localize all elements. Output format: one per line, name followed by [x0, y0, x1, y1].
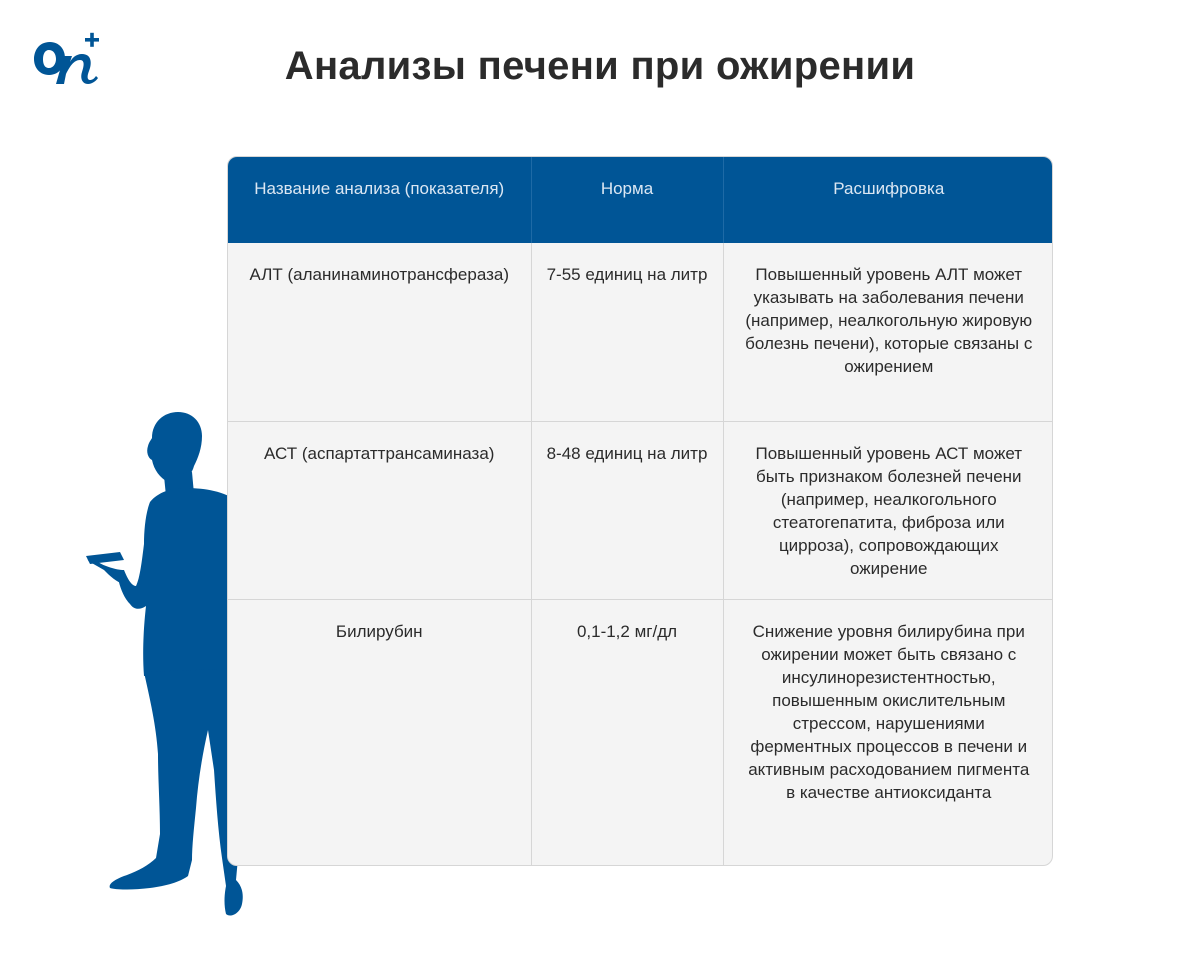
cell-norm: 8-48 единиц на литр	[531, 421, 723, 599]
cell-test-name: АЛТ (аланинаминотрансфераза)	[228, 243, 531, 421]
cell-norm: 7-55 единиц на литр	[531, 243, 723, 421]
page-title: Анализы печени при ожирении	[284, 44, 916, 88]
cell-interpretation: Снижение уровня билирубина при ожирении может быть связано с инсулинорезистентностью, повышенным окислительным стрессом, нарушениями ферментных процессов в печени и активным расходованием пигмента в качестве антиоксиданта	[748, 621, 1030, 802]
column-header-norm: Норма	[531, 157, 723, 243]
cell-interpretation: Повышенный уровень АСТ может быть признаком болезней печени (например, неалкогольного стеатогепатита, фиброза или цирроза), сопровождающих ожирение	[723, 421, 1053, 599]
column-header-name: Название анализа (показателя)	[228, 157, 531, 243]
table-row	[228, 599, 1053, 866]
cell-test-name: Билирубин	[228, 599, 531, 866]
cell-interpretation: Повышенный уровень АЛТ может указывать на заболевания печени (например, неалкогольную жировую болезнь печени), которые связаны с ожирением	[723, 243, 1053, 421]
column-header-interpretation: Расшифровка	[723, 157, 1053, 243]
table-row	[228, 243, 1053, 421]
table-row	[228, 421, 1053, 599]
liver-tests-table	[227, 156, 1053, 866]
cell-test-name: АСТ (аспартаттрансаминаза)	[228, 421, 531, 599]
cell-norm: 0,1-1,2 мг/дл	[531, 599, 723, 866]
table-header-row	[228, 157, 1053, 243]
